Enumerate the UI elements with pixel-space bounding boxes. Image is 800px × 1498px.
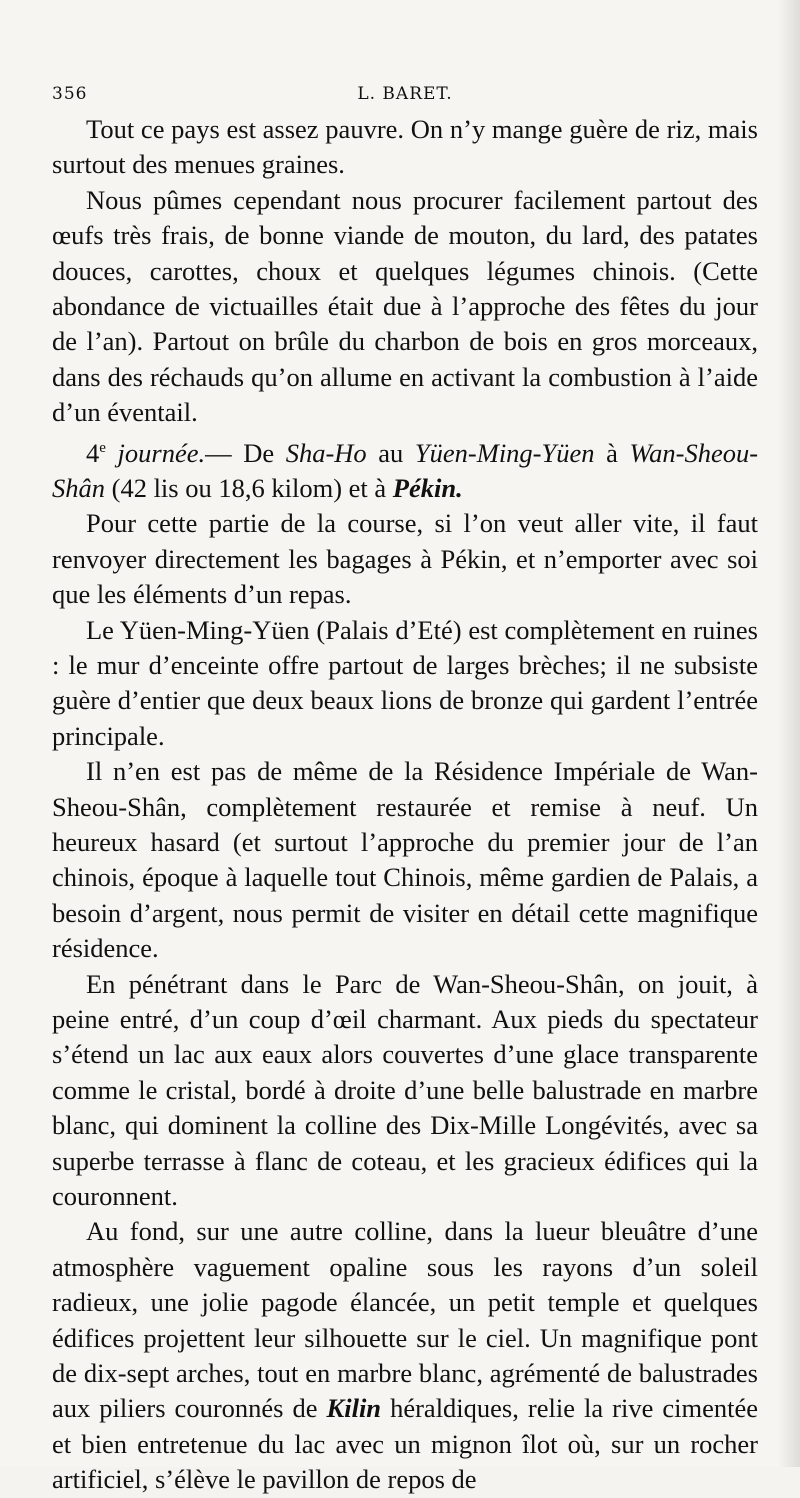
page-header [52, 84, 758, 110]
paragraph-journee [52, 431, 758, 507]
paragraph-8 [52, 1214, 758, 1497]
paragraph-8-before: Au fond, sur une autre colline, dans la lueur bleuâtre d’une atmosphère vaguement opaline sous les rayons d’un soleil radieux, une jolie pagode élancée, un petit temple et quelques édifices projettent leur silhouette sur le ciel. Un magnifique pont de dix-sept arches, tout en marbre blanc, agrémenté de balustrades aux piliers couronnés de [52, 1216, 758, 1424]
paragraph-7: En pénétrant dans le Parc de Wan-Sheou-Shân, on jouit, à peine entré, d’un coup d’œil charmant. Aux pieds du spectateur s’étend un lac aux eaux alors couvertes d’une glace transparente comme le cristal, bordé à droite d’une belle balustrade en marbre blanc, qui dominent la colline des Dix-Mille Longévités, avec sa superbe terrasse à flanc de coteau, et les gracieux édifices qui la couronnent. [52, 968, 758, 1212]
journee-dash-de: — De [205, 437, 275, 468]
paragraph-2: Nous pûmes cependant nous procurer facilement partout des œufs très frais, de bonne viande de mouton, du lard, des patates douces, carottes, choux et quelques légumes chinois. (Cette abondance de victuailles était due à l’approche des fêtes du jour de l’an). Partout on brûle du charbon de bois en gros morceaux, dans des réchauds qu’on allume en activant la combustion à l’aide d’un éventail. [52, 184, 758, 428]
body-text [52, 112, 758, 1498]
page-number: 356 [52, 84, 88, 104]
paragraph-4: Pour cette partie de la course, si l’on veut aller vite, il faut renvoyer directement les bagages à Pékin, et n’emporter avec soi que les éléments d’un repas. [52, 508, 758, 610]
word-kilin: Kilin [326, 1393, 382, 1424]
journee-distance: (42 lis ou 18,6 kilom) et à [111, 472, 387, 503]
paragraph-1: Tout ce pays est assez pauvre. On n’y mange guère de riz, mais surtout des menues graines. [52, 114, 758, 180]
word-a: à [606, 437, 618, 468]
paragraph-8-after: héraldiques, relie la rive cimentée et bien entretenue du lac avec un mignon îlot où, sur un rocher artificiel, s’élève le pavillon de repos de [52, 1393, 759, 1495]
paragraph-5: Le Yüen-Ming-Yüen (Palais d’Eté) est complètement en ruines : le mur d’enceinte offre partout de larges brèches; il ne subsiste guère d’entier que deux beaux lions de bronze qui gardent l’entrée principale. [52, 614, 758, 751]
running-head: L. BARET. [357, 84, 453, 104]
place-yuen-ming-yuen: Yüen-Ming-Yüen [414, 437, 595, 468]
word-au: au [378, 437, 404, 468]
place-pekin: Pékin. [392, 472, 463, 503]
page-edge-shadow [778, 0, 800, 1467]
journee-number: 4 [86, 437, 100, 468]
journee-label: journée. [117, 437, 206, 468]
place-sha-ho: Sha-Ho [285, 437, 367, 468]
place-wan-sheou-shan: Wan-Sheou-Shân [52, 437, 759, 503]
journee-superscript: e [99, 439, 106, 456]
paragraph-6: Il n’en est pas de même de la Résidence Impériale de Wan-Sheou-Shân, complètement restaurée et remise à neuf. Un heureux hasard (et surtout l’approche du premier jour de l’an chinois, époque à laquelle tout Chinois, même gardien de Palais, a besoin d’argent, nous permit de visiter en détail cette magnifique résidence. [52, 756, 758, 964]
